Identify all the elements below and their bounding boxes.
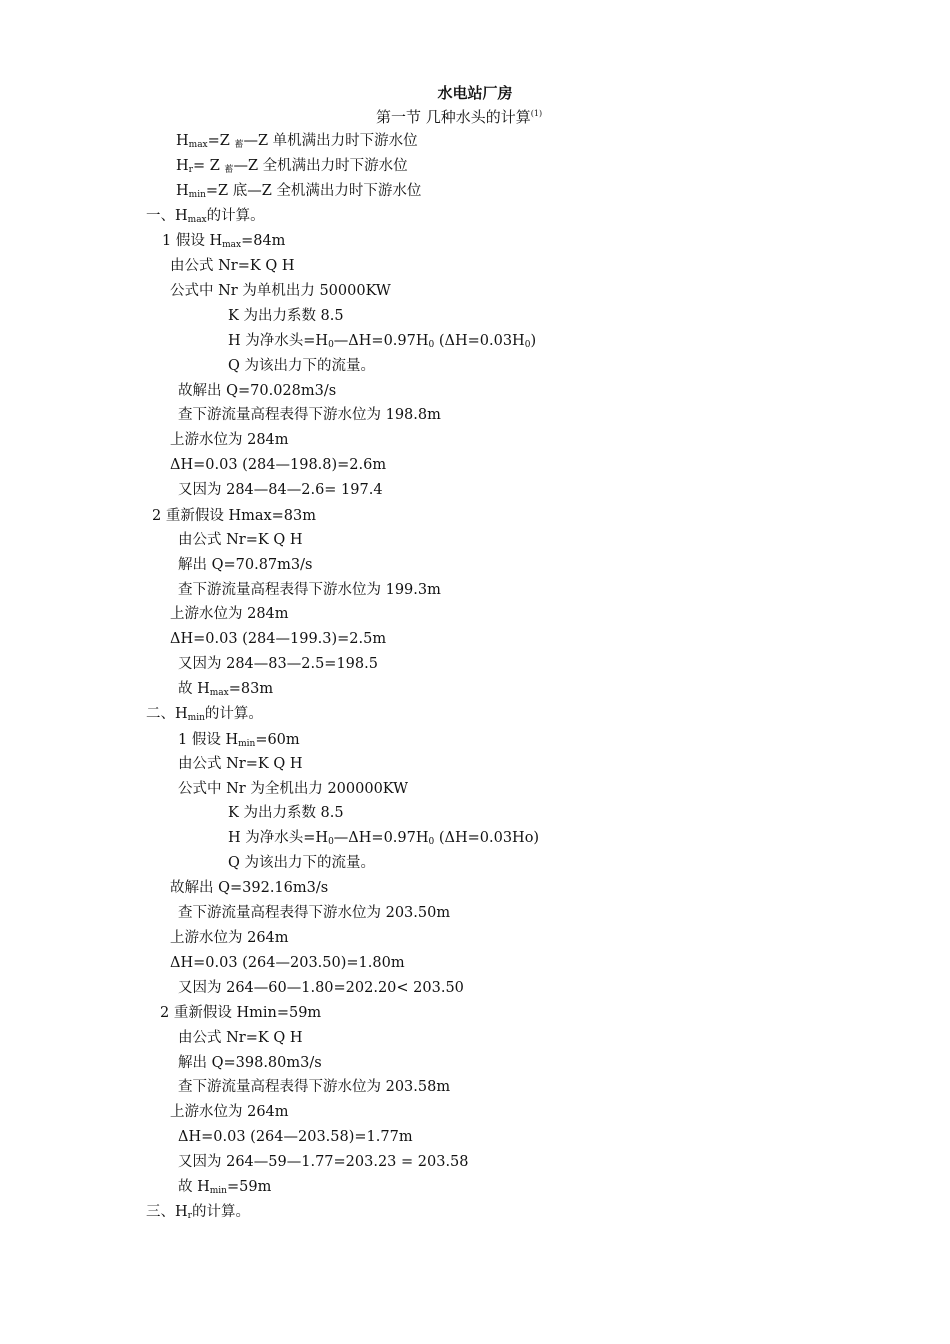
line-text: 上游水位为 284m [170, 432, 289, 448]
text-line [178, 555, 312, 575]
text-line [178, 1028, 302, 1048]
line-text: 2 重新假设 Hmax=83m [152, 508, 317, 524]
line-text: ΔH=0.03 (284—199.3)=2.5m [170, 631, 387, 647]
line-text: =Z 底—Z 全机满出力时下游水位 [205, 183, 422, 199]
line-text: —ΔH=0.97H [333, 333, 429, 349]
line-text: K 为出力系数 8.5 [228, 805, 344, 821]
line-text: =Z [207, 133, 235, 149]
text-line [176, 181, 421, 205]
subscript: 0 [428, 837, 435, 847]
line-text: 二、H [146, 706, 188, 722]
subscript: 0 [328, 340, 334, 350]
line-text: 又因为 264—60—1.80=202.20< 203.50 [178, 980, 464, 996]
line-text: 上游水位为 264m [170, 930, 289, 946]
text-line [160, 1003, 321, 1023]
text-line [178, 903, 450, 923]
subscript: min [188, 190, 206, 200]
line-text: Q 为该出力下的流量。 [228, 358, 375, 374]
text-line [152, 506, 316, 526]
text-line [146, 704, 263, 728]
text-line [170, 953, 405, 973]
text-line [170, 281, 391, 301]
text-line [170, 455, 386, 475]
document-title: 水电站厂房 [437, 84, 513, 102]
line-text: = Z [192, 158, 225, 174]
line-text: 的计算。 [204, 706, 263, 722]
line-text: 解出 Q=70.87m3/s [178, 557, 313, 573]
text-line [178, 480, 383, 500]
text-line [178, 381, 336, 401]
text-line [178, 654, 378, 674]
line-text: =59m [226, 1179, 272, 1195]
line-text: =84m [241, 233, 286, 249]
subscript: 0 [428, 340, 435, 350]
subscript: r [187, 1211, 192, 1221]
text-line [178, 1053, 322, 1073]
line-text: —Z 全机满出力时下游水位 [233, 158, 408, 174]
footnote-marker: (1) [530, 109, 543, 118]
text-line [170, 430, 289, 450]
line-text: 故解出 Q=70.028m3/s [178, 383, 337, 399]
text-line [178, 530, 302, 550]
line-text: 故解出 Q=392.16m3/s [170, 880, 329, 896]
line-text: —Z 单机满出力时下游水位 [243, 133, 418, 149]
text-line [170, 1102, 289, 1122]
line-text: H [176, 183, 189, 199]
text-line [178, 1077, 450, 1097]
text-line [178, 679, 273, 703]
text-line [178, 1152, 469, 1172]
line-text: 上游水位为 264m [170, 1104, 289, 1120]
line-text: —ΔH=0.97H [333, 830, 429, 846]
subscript: 0 [524, 340, 531, 350]
line-text: K 为出力系数 8.5 [228, 308, 344, 324]
text-line [146, 206, 265, 230]
subscript: max [222, 240, 242, 250]
text-line [178, 754, 302, 774]
subscript: 0 [328, 837, 334, 847]
line-text: 一、H [146, 208, 188, 224]
line-text: 由公式 Nr=K Q H [178, 1030, 303, 1046]
line-text: 1 假设 H [162, 233, 223, 249]
line-text: H [176, 158, 189, 174]
text-line [178, 779, 408, 799]
line-text: 又因为 284—84—2.6= 197.4 [178, 482, 383, 498]
text-line [162, 231, 285, 255]
line-text: 故 H [178, 1179, 210, 1195]
text-line [146, 1202, 250, 1226]
subscript: r [188, 165, 193, 175]
line-text: 公式中 Nr 为单机出力 50000KW [170, 283, 391, 299]
text-line [170, 928, 289, 948]
line-text: 的计算。 [191, 1204, 250, 1220]
line-text: 1 假设 H [178, 732, 239, 748]
subscript: min [187, 713, 205, 723]
line-text: ΔH=0.03 (284—198.8)=2.6m [170, 457, 387, 473]
line-text: 查下游流量高程表得下游水位为 203.58m [178, 1079, 451, 1095]
text-line [228, 306, 344, 326]
text-line [178, 580, 441, 600]
text-line [228, 828, 539, 852]
line-text: 的计算。 [206, 208, 265, 224]
text-line [178, 1177, 271, 1201]
text-line [170, 629, 386, 649]
text-line [178, 1127, 413, 1147]
subscript: max [188, 140, 208, 150]
text-line [228, 356, 375, 376]
line-text: H 为净水头=H [228, 333, 329, 349]
line-text: =60m [255, 732, 300, 748]
line-text: 又因为 284—83—2.5=198.5 [178, 656, 378, 672]
line-text: 又因为 264—59—1.77=203.23 = 203.58 [178, 1154, 469, 1170]
line-text: 上游水位为 284m [170, 606, 289, 622]
line-text: H 为净水头=H [228, 830, 329, 846]
line-text: 2 重新假设 Hmin=59m [160, 1005, 322, 1021]
line-text: ΔH=0.03 (264—203.50)=1.80m [170, 955, 405, 971]
subscript: 蓄 [224, 165, 234, 175]
line-text: Q 为该出力下的流量。 [228, 855, 375, 871]
text-line [170, 878, 328, 898]
text-line [170, 604, 289, 624]
line-text: H [176, 133, 189, 149]
line-text: 查下游流量高程表得下游水位为 198.8m [178, 407, 441, 423]
line-text: (ΔH=0.03H [434, 333, 525, 349]
line-text: ΔH=0.03 (264—203.58)=1.77m [178, 1129, 413, 1145]
line-text: 解出 Q=398.80m3/s [178, 1055, 322, 1071]
text-line [170, 256, 294, 276]
subscript: 蓄 [234, 140, 244, 150]
text-line [228, 853, 375, 873]
line-text: 查下游流量高程表得下游水位为 203.50m [178, 905, 451, 921]
text-line [228, 803, 344, 823]
subscript: min [209, 1186, 227, 1196]
text-line [178, 730, 300, 754]
line-text: (ΔH=0.03Ho) [434, 830, 540, 846]
subscript: max [187, 215, 207, 225]
subscript: max [209, 688, 229, 698]
text-line [176, 131, 418, 155]
line-text: 故 H [178, 681, 210, 697]
line-text: 由公式 Nr=K Q H [178, 756, 303, 772]
line-text: 由公式 Nr=K Q H [178, 532, 303, 548]
line-text: 公式中 Nr 为全机出力 200000KW [178, 781, 409, 797]
text-line [178, 405, 441, 425]
line-text: =83m [228, 681, 274, 697]
line-text: 三、H [146, 1204, 188, 1220]
line-text: 由公式 Nr=K Q H [170, 258, 295, 274]
text-line [228, 331, 536, 355]
line-text: 查下游流量高程表得下游水位为 199.3m [178, 582, 441, 598]
line-text: ) [530, 333, 537, 349]
text-line [178, 978, 464, 998]
section-heading-text: 第一节 几种水头的计算 [376, 108, 531, 126]
section-heading [376, 106, 542, 127]
subscript: min [238, 739, 256, 749]
text-line [176, 156, 408, 180]
